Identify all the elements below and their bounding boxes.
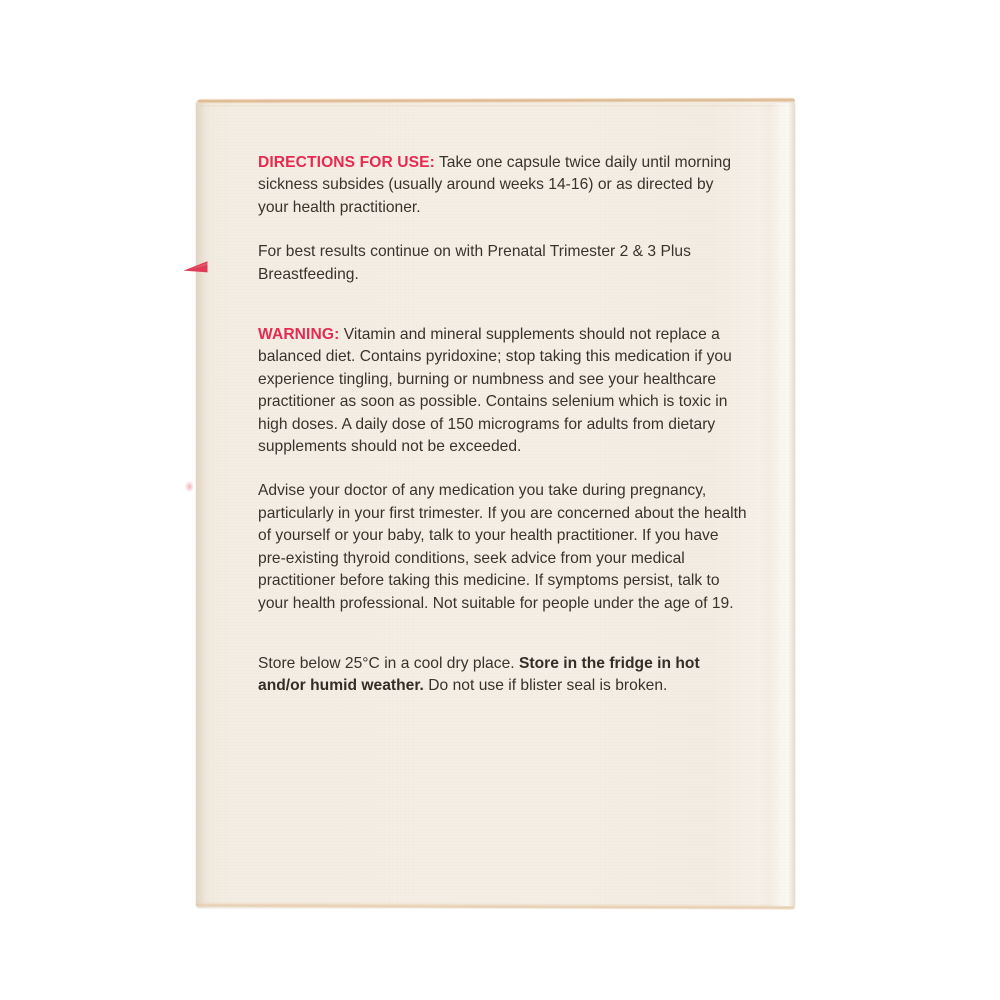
directions-followup-paragraph — [258, 241, 748, 286]
warning-paragraph — [258, 324, 748, 458]
carton-top-crease — [199, 105, 793, 107]
storage-part1: Store below 25°C in a cool dry place. — [258, 654, 519, 672]
spacer — [258, 286, 748, 324]
directions-paragraph — [258, 152, 748, 219]
storage-fridge-emphasis: Store in the fridge in hot and/or humid weather. — [258, 654, 700, 695]
warning-body: Vitamin and mineral supplements should not replace a balanced diet. Contains pyridoxine; stop taking this medication if you experience tingling, burning or numbness and see your healthcare practitioner as soon as possible. Contains selenium which is toxic in high doses. A daily dose of 150 micrograms for adults from dietary supplements should not be exceeded. — [258, 326, 732, 456]
spacer — [258, 615, 748, 653]
storage-paragraph — [258, 653, 748, 698]
directions-heading: DIRECTIONS FOR USE: — [258, 154, 435, 171]
spacer — [258, 219, 748, 241]
warning-heading: WARNING: — [258, 326, 340, 344]
directions-followup: For best results continue on with Prenatal Trimester 2 & 3 Plus Breastfeeding. — [258, 243, 691, 283]
advice-paragraph — [258, 480, 748, 614]
advice-body: Advise your doctor of any medication you take during pregnancy, particularly in your first trimester. If you are concerned about the health of yourself or your baby, talk to your health practitioner. If you have pre-existing thyroid conditions, seek advice from your medical practitioner before taking this medicine. If symptoms persist, talk to your health professional. Not suitable for people under the age of 19. — [258, 482, 747, 612]
carton-bottom-edge — [196, 902, 795, 911]
spacer — [258, 458, 748, 480]
pink-print-speck-icon — [185, 481, 194, 492]
pink-print-wedge-icon — [183, 260, 208, 274]
directions-body: Take one capsule twice daily until morning sickness subsides (usually around weeks 14-16) or as directed by your health practitioner. — [258, 154, 732, 216]
storage-part3: Do not use if blister seal is broken. — [423, 677, 668, 695]
back-panel-copy — [258, 152, 748, 698]
